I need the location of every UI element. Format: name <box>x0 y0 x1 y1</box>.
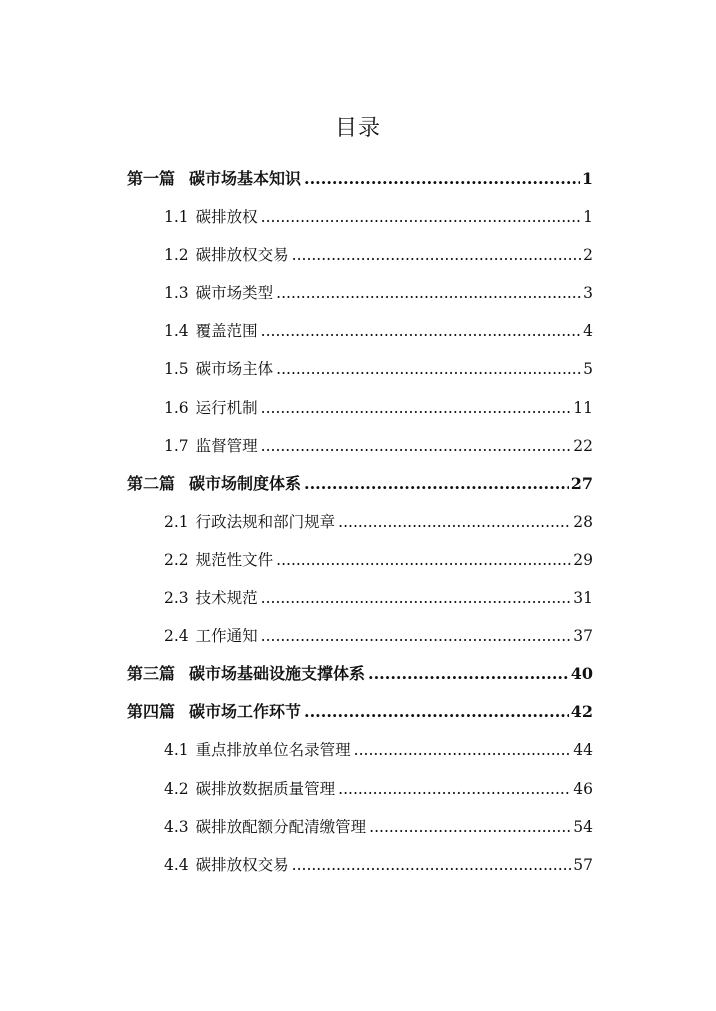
toc-page-number: 42 <box>570 702 593 722</box>
toc-section-4-2[interactable] <box>127 770 593 808</box>
dot-leader <box>304 160 580 198</box>
toc-page-number: 37 <box>573 627 593 646</box>
dot-leader <box>276 350 581 388</box>
toc-number: 第一篇 <box>127 169 176 188</box>
toc-title: 碳市场基本知识 <box>189 169 302 188</box>
toc-number: 第三篇 <box>127 664 176 684</box>
toc-section-4-4[interactable] <box>127 846 593 884</box>
toc-title: 覆盖范围 <box>195 322 258 341</box>
toc-number: 4.3 <box>164 817 189 836</box>
dot-leader <box>304 693 569 731</box>
toc-number: 4.2 <box>164 779 189 798</box>
dot-leader <box>261 617 572 655</box>
toc-number: 1.5 <box>164 360 189 379</box>
dot-leader <box>369 808 571 846</box>
dot-leader <box>338 503 571 541</box>
toc-page-number: 28 <box>573 512 593 531</box>
toc-section-2-3[interactable] <box>127 579 593 617</box>
toc-page-number: 11 <box>573 398 593 417</box>
toc-number: 4.1 <box>164 741 189 760</box>
toc-section-2-2[interactable] <box>127 541 593 579</box>
toc-section-2-4[interactable] <box>127 617 593 655</box>
dot-leader <box>276 274 581 312</box>
toc-section-4-3[interactable] <box>127 808 593 846</box>
toc-title: 碳排放配额分配清缴管理 <box>195 817 367 836</box>
dot-leader <box>292 846 572 884</box>
toc-part-1[interactable] <box>127 160 593 198</box>
toc-title: 碳市场制度体系 <box>189 473 302 493</box>
toc-number: 1.7 <box>164 436 189 455</box>
toc-section-1-3[interactable] <box>127 274 593 312</box>
toc-page-number: 27 <box>570 473 593 493</box>
toc-part-2[interactable] <box>127 465 593 503</box>
toc-title: 碳排放权交易 <box>195 246 289 265</box>
toc-page-number: 40 <box>570 664 593 684</box>
page-title: 目录 <box>334 116 381 141</box>
toc-title: 监督管理 <box>195 436 258 455</box>
dot-leader <box>276 541 571 579</box>
toc-number: 4.4 <box>164 855 189 874</box>
toc-section-1-2[interactable] <box>127 236 593 274</box>
toc-number: 1.4 <box>164 322 189 341</box>
toc-page-number: 1 <box>583 208 593 227</box>
toc-title: 碳排放数据质量管理 <box>195 779 336 798</box>
toc-title: 技术规范 <box>195 589 258 608</box>
toc-page-number: 44 <box>573 741 593 760</box>
dot-leader <box>338 770 571 808</box>
toc-number: 1.6 <box>164 398 189 417</box>
toc-page-number: 29 <box>573 550 593 569</box>
dot-leader <box>261 579 572 617</box>
dot-leader <box>261 389 572 427</box>
toc-title: 重点排放单位名录管理 <box>195 741 351 760</box>
toc-title: 碳市场类型 <box>195 284 274 303</box>
toc-number: 2.3 <box>164 589 189 608</box>
toc-page-number: 22 <box>573 436 593 455</box>
toc-number: 1.1 <box>164 208 189 227</box>
toc-title: 运行机制 <box>195 398 258 417</box>
toc-part-4[interactable] <box>127 693 593 731</box>
dot-leader <box>292 236 581 274</box>
toc-page-number: 54 <box>573 817 593 836</box>
toc-page-number: 2 <box>583 246 593 265</box>
toc-number: 2.1 <box>164 512 189 531</box>
table-of-contents <box>127 160 593 884</box>
toc-section-1-4[interactable] <box>127 312 593 350</box>
dot-leader <box>261 427 572 465</box>
toc-page-number: 57 <box>573 855 593 874</box>
toc-section-2-1[interactable] <box>127 503 593 541</box>
toc-title: 碳市场基础设施支撑体系 <box>189 664 366 684</box>
toc-page-number: 46 <box>573 779 593 798</box>
toc-title: 工作通知 <box>195 627 258 646</box>
toc-section-1-7[interactable] <box>127 427 593 465</box>
toc-page-number: 5 <box>583 360 593 379</box>
dot-leader <box>304 465 569 503</box>
toc-number: 第二篇 <box>127 473 176 493</box>
toc-number: 2.2 <box>164 550 189 569</box>
toc-section-1-5[interactable] <box>127 350 593 388</box>
toc-section-4-1[interactable] <box>127 731 593 769</box>
toc-page-number: 4 <box>583 322 593 341</box>
toc-title: 碳排放权 <box>195 208 258 227</box>
dot-leader <box>354 731 572 769</box>
dot-leader <box>261 198 581 236</box>
toc-page-number: 1 <box>581 169 593 188</box>
toc-section-1-6[interactable] <box>127 389 593 427</box>
toc-title: 行政法规和部门规章 <box>195 512 336 531</box>
toc-title: 碳市场工作环节 <box>189 702 302 722</box>
dot-leader <box>368 655 569 693</box>
toc-part-3[interactable] <box>127 655 593 693</box>
toc-title: 碳排放权交易 <box>195 855 289 874</box>
toc-number: 第四篇 <box>127 702 176 722</box>
toc-number: 1.2 <box>164 246 189 265</box>
toc-section-1-1[interactable] <box>127 198 593 236</box>
toc-number: 2.4 <box>164 627 189 646</box>
dot-leader <box>261 312 581 350</box>
toc-number: 1.3 <box>164 284 189 303</box>
toc-title: 规范性文件 <box>195 550 274 569</box>
toc-page-number: 3 <box>583 284 593 303</box>
toc-title: 碳市场主体 <box>195 360 274 379</box>
toc-page-number: 31 <box>573 589 593 608</box>
